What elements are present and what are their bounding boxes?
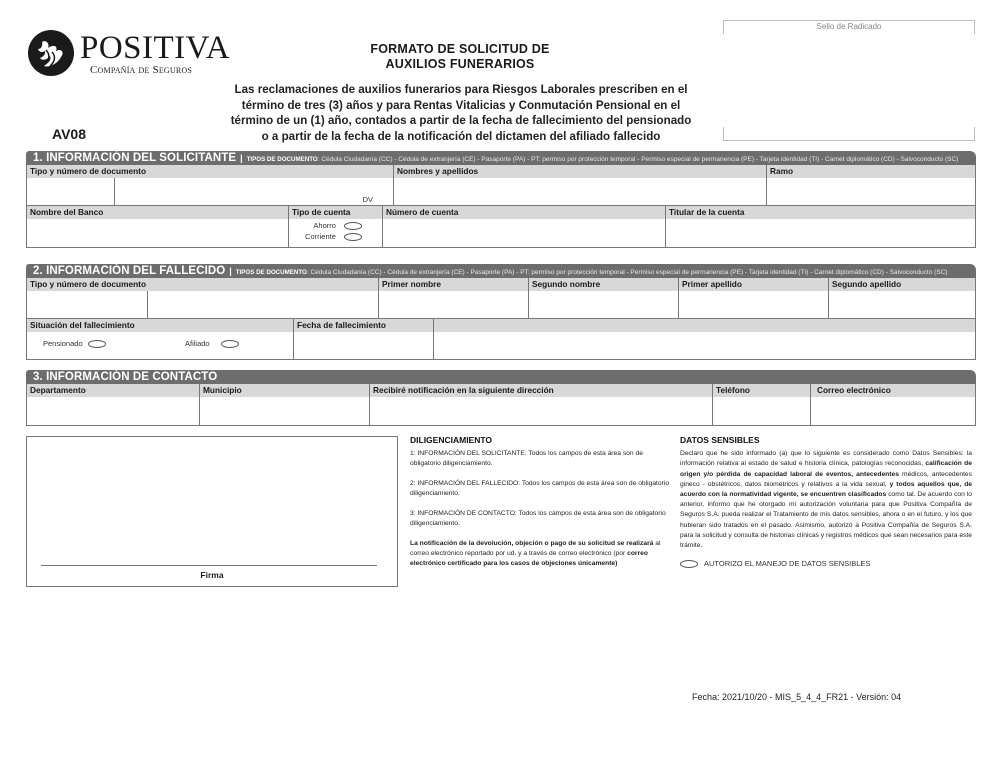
section-header: 1. INFORMACIÓN DEL SOLICITANTE | TIPOS DE DOCUMENTO: Cédula Ciudadanía (CC) - Cédula de extranjería (CE) - Pasaporte (PA) - PT: permiso por protección temporal - Permiso especial de permanencia (PE) - Tarjeta identidad (TI) - Carnet diplomático (CD) - Salvoconducto (SC) [26,151,976,165]
account-number-input[interactable] [383,219,665,248]
field-label: Departamento [27,384,199,397]
field-label: Titular de la cuenta [666,206,975,219]
situation-cell [27,319,294,360]
field-label: Municipio [200,384,369,397]
email-cell [811,384,975,426]
municipality-input[interactable] [200,397,369,426]
doc-types-list: : Cédula Ciudadanía (CC) - Cédula de extranjería (CE) - Pasaporte (PA) - PT: permiso por protección temporal - Permiso especial de permanencia (PE) - Tarjeta identidad (TI) - Carnet diplomático (CD) - Salvoconducto (SC) [306,269,948,276]
pensioner-option[interactable] [43,339,106,348]
section-header [26,370,976,384]
bank-input[interactable] [27,219,288,248]
account-number-cell [383,206,666,248]
signature-box[interactable] [26,436,398,587]
declaration-bold: y todos aquellos que, de acuerdo con la normatividad vigente, se encuentren clasificados [680,480,972,499]
field-label: Tipo y número de documento [27,165,393,178]
bank-cell [27,206,289,248]
section-deceased [26,264,976,360]
sensitive-declaration [680,449,972,551]
field-label: Fecha de fallecimiento [294,319,433,332]
section-header: 2. INFORMACIÓN DEL FALLECIDO | TIPOS DE DOCUMENTO: Cédula Ciudadanía (CC) - Cédula de extranjería (CE) - Pasaporte (PA) - PT: permiso por protección temporal - Permiso especial de permanencia (PE) - Tarjeta identidad (TI) - Carnet diplomático (CD) - Salvoconducto (SC) [26,264,976,278]
first-name-input[interactable] [379,291,528,318]
pensioner-label: Pensionado [43,339,83,348]
applicant-doc-cell [27,165,394,206]
ramo-input[interactable] [767,178,975,205]
field-label: Recibiré notificación en la siguiente dirección [370,384,712,397]
applicant-names-input[interactable] [394,178,766,205]
second-name-cell [529,278,679,319]
phone-cell [713,384,811,426]
first-name-cell [379,278,529,319]
declaration-bold: calificación de origen y/o pérdida de capacidad laboral de eventos, antecedentes [680,460,972,478]
checking-radio[interactable] [344,233,362,241]
title-line-1: FORMATO DE SOLICITUD DE [370,42,550,56]
signature-label: Firma [200,570,224,580]
notification-note [410,539,672,569]
second-name-input[interactable] [529,291,678,318]
blank-input[interactable] [434,332,975,360]
checking-option[interactable] [289,231,362,242]
death-date-input[interactable] [294,332,433,360]
second-surname-input[interactable] [829,291,975,318]
dv-label: DV [362,195,373,204]
section-title: 2. INFORMACIÓN DEL FALLECIDO [33,265,226,277]
instructions-title: DILIGENCIAMIENTO [410,435,493,445]
declaration-text: médicos, antecedentes gineco - obstétricos, datos biométricos y relativos a la vida sexual, [680,470,972,488]
note-bold: correo electrónico certificado para los casos de objeciones únicamente) [410,550,648,567]
stamp-box [723,20,975,141]
signature-line [41,565,377,566]
municipality-cell [200,384,370,426]
field-label: Situación del fallecimiento [27,319,293,332]
pensioner-radio[interactable] [88,340,106,348]
deceased-doc-cell [27,278,379,319]
account-holder-cell [666,206,975,248]
doc-types-label: TIPOS DE DOCUMENTO [246,156,318,163]
field-label: Correo electrónico [811,384,975,397]
department-cell [27,384,200,426]
sensitive-title: DATOS SENSIBLES [680,435,760,445]
field-label: Primer nombre [379,278,528,291]
death-date-cell [294,319,434,360]
phone-input[interactable] [713,397,810,426]
checking-label: Corriente [305,232,336,241]
field-label: Primer apellido [679,278,828,291]
affiliate-radio[interactable] [221,340,239,348]
first-surname-cell [679,278,829,319]
authorize-radio[interactable] [680,560,698,568]
positiva-logo [28,30,231,80]
email-input[interactable] [811,397,975,426]
blank-cell [434,319,975,360]
doc-types-list: : Cédula Ciudadanía (CC) - Cédula de extranjería (CE) - Pasaporte (PA) - PT: permiso por protección temporal - Permiso especial de permanencia (PE) - Tarjeta identidad (TI) - Carnet diplomático (CD) - Salvoconducto (SC) [317,156,959,163]
section-applicant [26,151,976,248]
field-label: Segundo nombre [529,278,678,291]
instructions [410,435,672,579]
section-contact [26,370,976,426]
field-label: Número de cuenta [383,206,665,219]
declaration-text: como tal. De acuerdo con lo anterior, informo que he otorgado mi autorización voluntaria para que Positiva Compañía de Seguros S.A. pueda realizar el Tratamiento de mis datos sensibles, ahora o en el futuro, y los que hubieran sido tratados en el pasado. Asimismo, autorizó a Positiva Compañía de Seguros S.A. para la solicitud y consulta de historias clínicas y registros médicos que sean necesarios para este trámite. [680,491,972,550]
logo-subtitle: Compañía de Seguros [90,64,193,76]
savings-label: Ahorro [313,221,336,230]
ramo-cell [767,165,975,206]
field-label: Tipo de cuenta [289,206,382,219]
stamp-label: Sello de Radicado [816,22,882,31]
field-label: Nombre del Banco [27,206,288,219]
field-label: Teléfono [713,384,810,397]
savings-radio[interactable] [344,222,362,230]
deceased-doc-input[interactable] [27,291,378,318]
field-label: Nombres y apellidos [394,165,766,178]
note-bold: La notificación de la devolución, objeción o pago de su solicitud se realizará [410,540,654,547]
authorize-label: AUTORIZO EL MANEJO DE DATOS SENSIBLES [704,559,871,569]
applicant-doc-input[interactable] [27,178,393,205]
doc-types-label: TIPOS DE DOCUMENTO [235,269,307,276]
logo-wordmark: POSITIVA [80,30,231,66]
logo-emblem-icon [28,30,74,76]
sensitive-data [680,435,972,569]
affiliate-option[interactable] [185,339,239,348]
address-cell [370,384,713,426]
note-text: al correo electrónico reportado por ud. y a través de correo electrónico (por [410,540,661,557]
field-label: Ramo [767,165,975,178]
applicant-names-cell [394,165,767,206]
section-title: 3. INFORMACIÓN DE CONTACTO [33,371,218,383]
account-type-cell [289,206,383,248]
authorize-option[interactable] [680,559,972,569]
account-holder-input[interactable] [666,219,975,248]
section-title: 1. INFORMACIÓN DEL SOLICITANTE [33,152,237,164]
field-label: Tipo y número de documento [27,278,378,291]
second-surname-cell [829,278,975,319]
first-surname-input[interactable] [679,291,828,318]
title-line-2: AUXILIOS FUNERARIOS [385,57,535,71]
department-input[interactable] [27,397,199,426]
savings-option[interactable] [289,220,362,231]
address-input[interactable] [370,397,712,426]
prescription-notice: Las reclamaciones de auxilios funerarios para Riesgos Laborales prescriben en el término de tres (3) años y para Rentas Vitalicias y Conmutación Pensional en el término de un (1) año, contados a partir de la fecha de fallecimiento del pensionado o a partir de la fecha de la notificación del dictamen del afiliado fallecido [230,83,692,143]
declaration-text: Declaro que he sido informado (a) que lo siguiente es considerado como Datos Sensibles: la información relativa al estado de salud e historia clínica, patologías reconocidas, [680,450,972,468]
instruction-item: 2: INFORMACIÓN DEL FALLECIDO: Todos los campos de esta área son de obligatorio diligenciamiento. [410,480,670,497]
footer-version: Fecha: 2021/10/20 - MIS_5_4_4_FR21 - Versión: 04 [692,692,902,702]
field-label: Segundo apellido [829,278,975,291]
form-title [300,42,620,72]
form-code: AV08 [52,126,86,142]
instruction-item: 3: INFORMACIÓN DE CONTACTO: Todos los campos de esta área son de obligatorio diligenciamiento. [410,510,666,527]
instruction-item: 1: INFORMACIÓN DEL SOLICITANTE: Todos los campos de esta área son de obligatorio diligenciamiento. [410,450,643,467]
affiliate-label: Afiliado [185,339,210,348]
